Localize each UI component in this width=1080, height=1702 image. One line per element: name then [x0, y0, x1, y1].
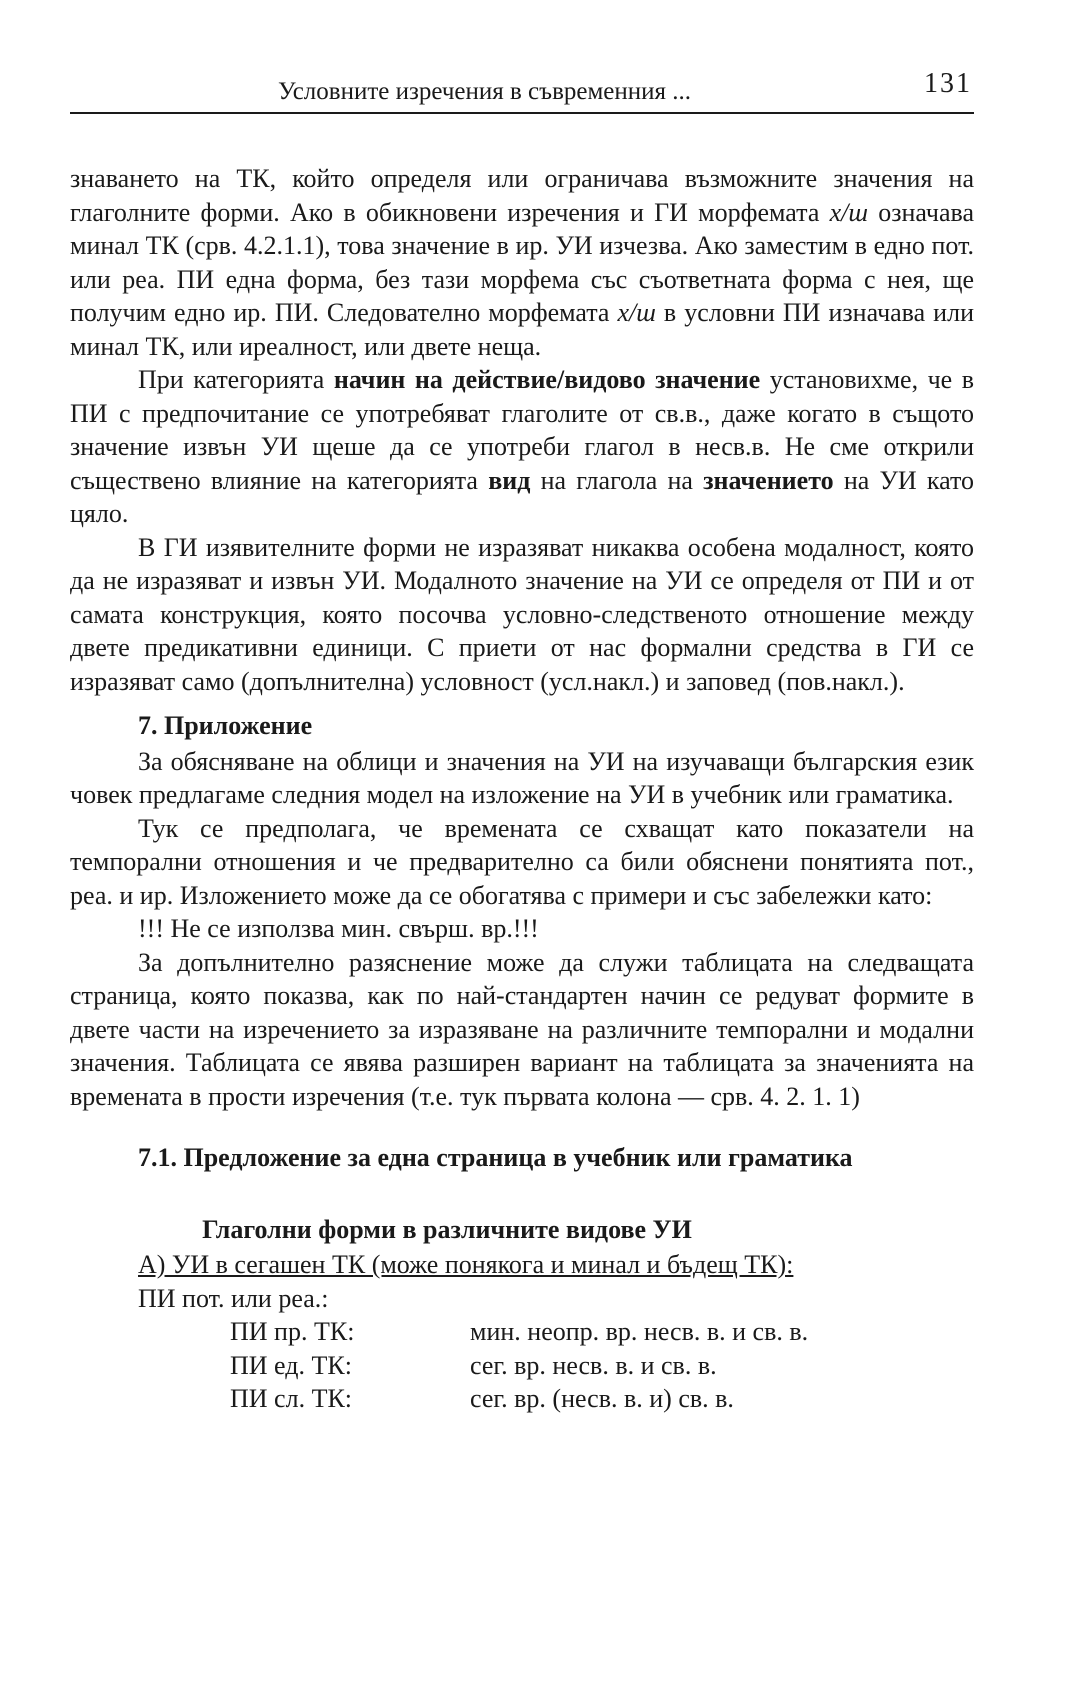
section-a: [70, 1248, 974, 1282]
paragraph-6: За допълнително разяснение може да служи таблицата на следващата страница, която показва, как по най-стандартен начин се редуват формите в двете части на изречението за изразяване на различните темпорални и модални значения. Таблицата се явява разширен вариант на таблицата за значенията на времената в прости изречения (т.е. тук първата колона — срв. 4. 2. 1. 1): [70, 947, 974, 1111]
p2-term-3: значението: [703, 465, 834, 495]
p2-text-1: При категорията: [138, 365, 334, 394]
p1-text-3: в условни ПИ изначава или минал ТК, или иреалност, или двете неща.: [70, 298, 974, 361]
paragraph-2: [70, 363, 974, 531]
form-rows: [162, 1315, 974, 1416]
p1-morpheme-1: х/ш: [829, 197, 868, 227]
row-label: ПИ пр. ТК:: [230, 1317, 355, 1346]
row-label: ПИ ед. ТК:: [230, 1350, 352, 1380]
p2-text-2: установихме, че в ПИ с предпочитание се употребяват глаголите от св.в., даже когато в същото значение извън УИ щеше да се употреби глагол в несв.в. Не сме открили съществено влияние на категорията: [70, 365, 975, 495]
header-rule: [70, 112, 974, 114]
paragraph-4: За обясняване на облици и значения на УИ на изучаващи българския език човек предлагаме следния модел на изложение на УИ в учебник или граматика.: [70, 746, 974, 809]
table-title: Глаголни форми в различните видове УИ: [202, 1214, 692, 1244]
p1-text-2: означава минал ТК (срв. 4.2.1.1), това значение в ир. УИ изчезва. Ако заместим в едно пот. или реа. ПИ една форма, без тази морфема със съответната форма с нея, ще получим едно ир. ПИ. Следователно морфемата: [70, 197, 974, 327]
page-body: [70, 162, 974, 1416]
form-row: [230, 1315, 974, 1349]
section-a-heading: А) УИ в сегашен ТК (може понякога и минал и бъдещ ТК):: [138, 1250, 794, 1279]
p2-text-4: на УИ като цяло.: [70, 465, 974, 528]
paragraph-3: В ГИ изявителните форми не изразяват никаква особена модалност, която да не изразяват и извън УИ. Модалното значение на УИ се определя от ПИ и от самата конструкция, която посочва условно-следственото отношение между двете предикативни единици. С приети от нас формални средства в ГИ се изразяват само (допълнителна) условност (усл.накл.) и заповед (пов.накл.).: [70, 532, 974, 696]
running-header: [70, 62, 974, 114]
p1-text-1: знаването на ТК, който определя или ограничава възможните значения на глаголните форми. Ако в обикновени изречения и ГИ морфемата: [70, 164, 974, 227]
paragraph-1: [70, 162, 974, 363]
form-row: [230, 1349, 974, 1383]
note-line: !!! Не се използва мин. свърш. вр.!!!: [138, 914, 539, 943]
row-value: сег. вр. (несв. в. и) св. в.: [470, 1384, 734, 1413]
paragraph-5: Тук се предполага, че времената се схващат като показатели на темпорални отношения и че предварително са били обяснени понятията пот., реа. и ир. Изложението може да се обогатява с примери и със забележки като:: [70, 813, 974, 910]
p1-morpheme-2: х/ш: [617, 298, 656, 327]
p2-text-3: на глагола на: [530, 465, 704, 495]
running-title: Условните изречения в съвременния ...: [278, 78, 692, 105]
section-heading-7: 7. Приложение: [138, 711, 313, 740]
row-value: сег. вр. несв. в. и св. в.: [470, 1350, 717, 1380]
pi-label: ПИ пот. или реа.:: [138, 1283, 329, 1313]
p2-term-2: вид: [488, 465, 531, 495]
form-row: [230, 1382, 974, 1416]
p2-term-1: начин на действие/видово значение: [333, 365, 761, 394]
row-value: мин. неопр. вр. несв. в. и св. в.: [470, 1317, 809, 1346]
row-label: ПИ сл. ТК:: [230, 1384, 353, 1413]
section-heading-7-1: 7.1. Предложение за една страница в учебник или граматика: [138, 1143, 853, 1172]
page-number: 131: [924, 68, 972, 99]
